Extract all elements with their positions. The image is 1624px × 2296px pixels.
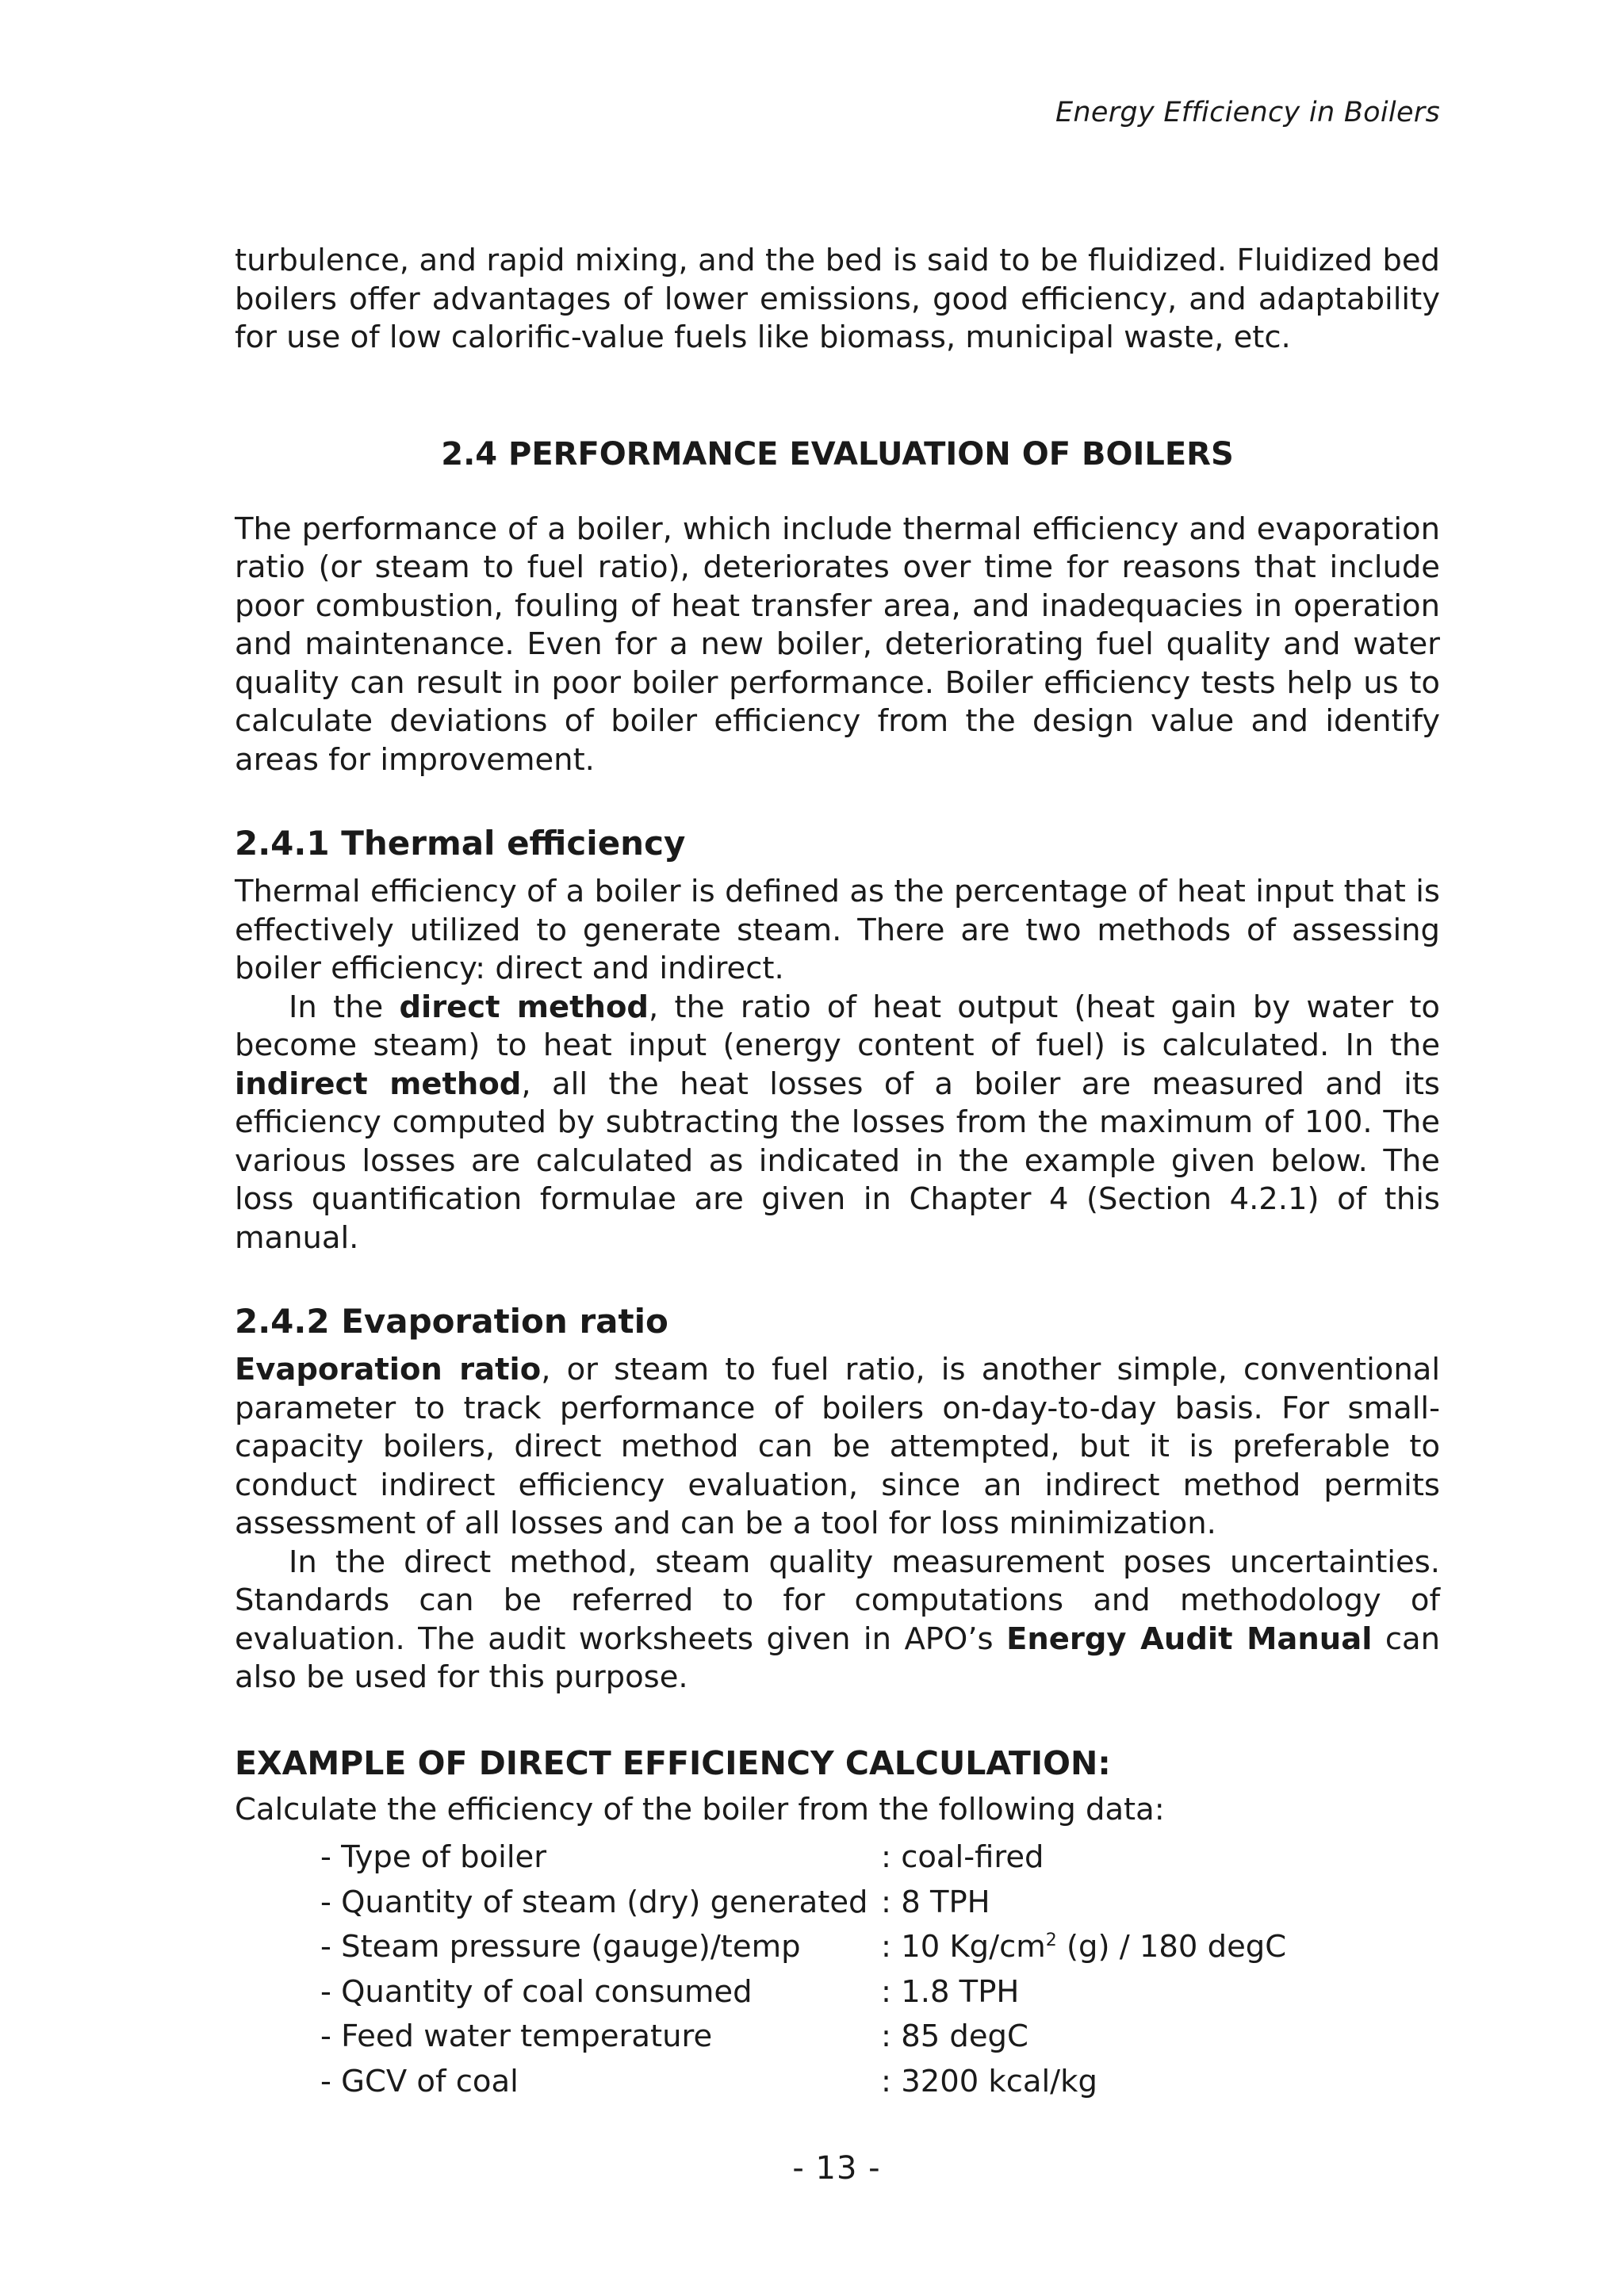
superscript: 2 xyxy=(1045,1931,1057,1951)
bold-term-energy-audit-manual: Energy Audit Manual xyxy=(1006,1621,1373,1657)
data-row-boiler-type xyxy=(320,1835,1440,1881)
text-run: In the xyxy=(289,989,400,1025)
example-data-list xyxy=(320,1835,1440,2104)
data-value: : 8 TPH xyxy=(881,1884,990,1920)
data-value: : 85 degC xyxy=(881,2019,1028,2054)
data-value xyxy=(881,1925,1286,1970)
data-row-steam-quantity xyxy=(320,1881,1440,1926)
data-row-steam-pressure xyxy=(320,1925,1440,1970)
thermal-efficiency-paragraph-1: Thermal efficiency of a boiler is defined as the percentage of heat input that is effectively utilized to generate steam. There are two methods of assessing boiler efficiency: direct and indirect. xyxy=(235,874,1440,986)
thermal-efficiency-paragraph-2 xyxy=(235,989,1440,1258)
data-value: : 3200 kcal/kg xyxy=(881,2063,1097,2099)
bold-term-direct-method: direct method xyxy=(399,989,649,1025)
data-label: - Type of boiler xyxy=(320,1839,547,1875)
evaporation-ratio-paragraph-1 xyxy=(235,1351,1440,1544)
performance-paragraph: The performance of a boiler, which include thermal efficiency and evaporation ratio (or steam to fuel ratio), deteriorates over time for reasons that include poor combustion, fouling of heat transfer area, and inadequacies in operation and maintenance. Even for a new boiler, deteriorating fuel quality and water quality can result in poor boiler performance. Boiler efficiency tests help us to calculate deviations of boiler efficiency from the design value and identify areas for improvement. xyxy=(235,511,1440,778)
text-run: , or steam to fuel ratio, is another simple, conventional parameter to track performance of boilers on-day-to-day basis. For small-capacity boilers, direct method can be attempted, but it is preferable to conduct indirect efficiency evaluation, since an indirect method permits assessment of all losses and can be a tool for loss minimization. xyxy=(235,1352,1441,1541)
data-label: - GCV of coal xyxy=(320,2063,519,2099)
data-row-coal-consumed xyxy=(320,1970,1440,2015)
bold-term-indirect-method: indirect method xyxy=(235,1066,522,1102)
data-row-gcv-coal xyxy=(320,2060,1440,2105)
text-run: can also be used for this purpose. xyxy=(235,1621,1440,1695)
data-label: - Steam pressure (gauge)/temp xyxy=(320,1929,801,1965)
data-label: - Feed water temperature xyxy=(320,2019,713,2054)
example-title: EXAMPLE OF DIRECT EFFICIENCY CALCULATION: xyxy=(235,1743,1111,1782)
evaporation-ratio-paragraph-2 xyxy=(235,1544,1440,1697)
text-run: : 10 Kg/cm xyxy=(881,1929,1046,1965)
page-number: - 13 - xyxy=(792,2150,881,2187)
data-label: - Quantity of coal consumed xyxy=(320,1973,753,2010)
subsection-title-2-4-1: 2.4.1 Thermal efficiency xyxy=(235,824,686,863)
text-run: (g) / 180 degC xyxy=(1056,1929,1287,1965)
data-value: : 1.8 TPH xyxy=(881,1973,1020,2010)
text-run: In the direct method, steam quality measurement poses uncertainties. Standards can be referred to for computations and methodology of evaluation. The audit worksheets given in APO’s xyxy=(235,1544,1440,1657)
text-run: , all the heat losses of a boiler are measured and its efficiency computed by subtracting the losses from the maximum of 100. The various losses are calculated as indicated in the example given below. The loss quantification formulae are given in Chapter 4 (Section 4.2.1) of this manual. xyxy=(235,1066,1440,1256)
running-header: Energy Efficiency in Boilers xyxy=(1055,97,1440,128)
page-content xyxy=(235,242,1440,2104)
subsection-title-2-4-2: 2.4.2 Evaporation ratio xyxy=(235,1302,668,1341)
text-run: , the ratio of heat output (heat gain by water to become steam) to heat input (energy content of fuel) is calculated. In the xyxy=(235,989,1440,1063)
example-lead: Calculate the efficiency of the boiler from the following data: xyxy=(235,1791,1165,1827)
data-value: : coal-fired xyxy=(881,1839,1044,1875)
data-label: - Quantity of steam (dry) generated xyxy=(320,1884,868,1920)
section-title-2-4: 2.4 PERFORMANCE EVALUATION OF BOILERS xyxy=(441,435,1234,473)
bold-term-evaporation-ratio: Evaporation ratio xyxy=(235,1352,542,1387)
intro-paragraph: turbulence, and rapid mixing, and the bed is said to be fluidized. Fluidized bed boilers offer advantages of lower emissions, good efficiency, and adaptability for use of low calorific-value fuels like biomass, municipal waste, etc. xyxy=(235,243,1440,355)
data-row-feed-water-temp xyxy=(320,2015,1440,2060)
